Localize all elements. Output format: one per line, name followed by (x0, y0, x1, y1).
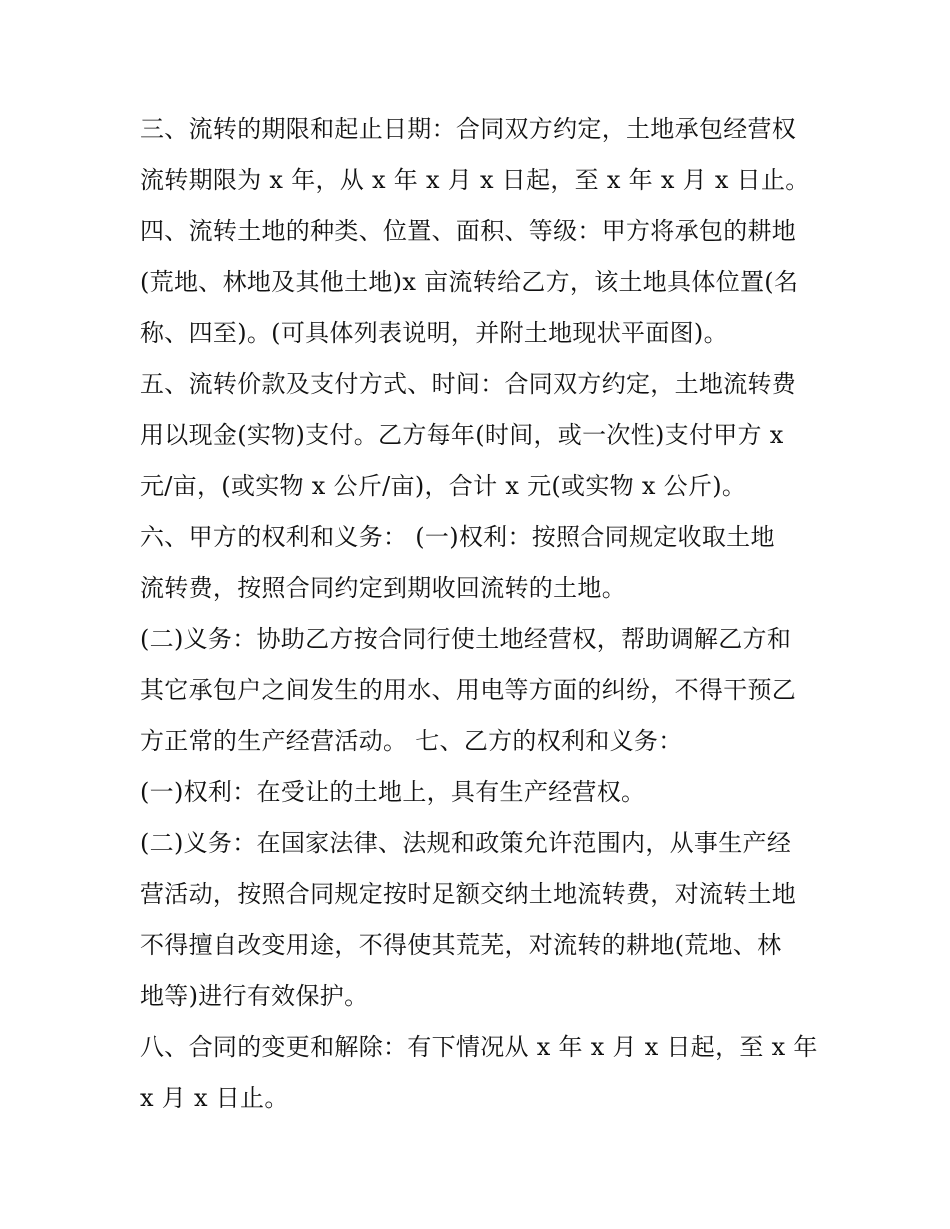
text-line: 其它承包户之间发生的用水、用电等方面的纠纷，不得干预乙 (140, 676, 797, 704)
text-line: 流转期限为 x 年，从 x 年 x 月 x 日起，至 x 年 x 月 x 日止。 (140, 166, 810, 194)
text-line: 不得擅自改变用途，不得使其荒芜，对流转的耕地(荒地、林 (140, 931, 782, 959)
text-line: 营活动，按照合同规定按时足额交纳土地流转费，对流转土地 (140, 880, 797, 908)
text-line: (荒地、林地及其他土地)x 亩流转给乙方，该土地具体位置(名 (140, 268, 799, 296)
text-line: 三、流转的期限和起止日期：合同双方约定，土地承包经营权 (140, 115, 797, 143)
text-line: (一)权利：在受让的土地上，具有生产经营权。 (140, 778, 646, 806)
text-line: 流转费，按照合同约定到期收回流转的土地。 (140, 574, 626, 602)
text-line: 用以现金(实物)支付。乙方每年(时间，或一次性)支付甲方 x (140, 421, 784, 449)
document-body (140, 104, 820, 1124)
text-line: 八、合同的变更和解除：有下情况从 x 年 x 月 x 日起，至 x 年 (140, 1033, 818, 1061)
text-line: 方正常的生产经营活动。 七、乙方的权利和义务： (140, 727, 683, 755)
text-line: x 月 x 日止。 (140, 1084, 289, 1112)
text-line: 六、甲方的权利和义务： (一)权利：按照合同规定收取土地 (140, 523, 775, 551)
text-line: 地等)进行有效保护。 (140, 982, 369, 1010)
text-line: 称、四至)。(可具体列表说明，并附土地现状平面图)。 (140, 319, 728, 347)
text-line: 四、流转土地的种类、位置、面积、等级：甲方将承包的耕地 (140, 217, 797, 245)
text-line: 元/亩，(或实物 x 公斤/亩)，合计 x 元(或实物 x 公斤)。 (140, 472, 747, 500)
text-line: 五、流转价款及支付方式、时间：合同双方约定，土地流转费 (140, 370, 797, 398)
text-line: (二)义务：在国家法律、法规和政策允许范围内，从事生产经 (140, 829, 792, 857)
text-line: (二)义务：协助乙方按合同行使土地经营权，帮助调解乙方和 (140, 625, 792, 653)
